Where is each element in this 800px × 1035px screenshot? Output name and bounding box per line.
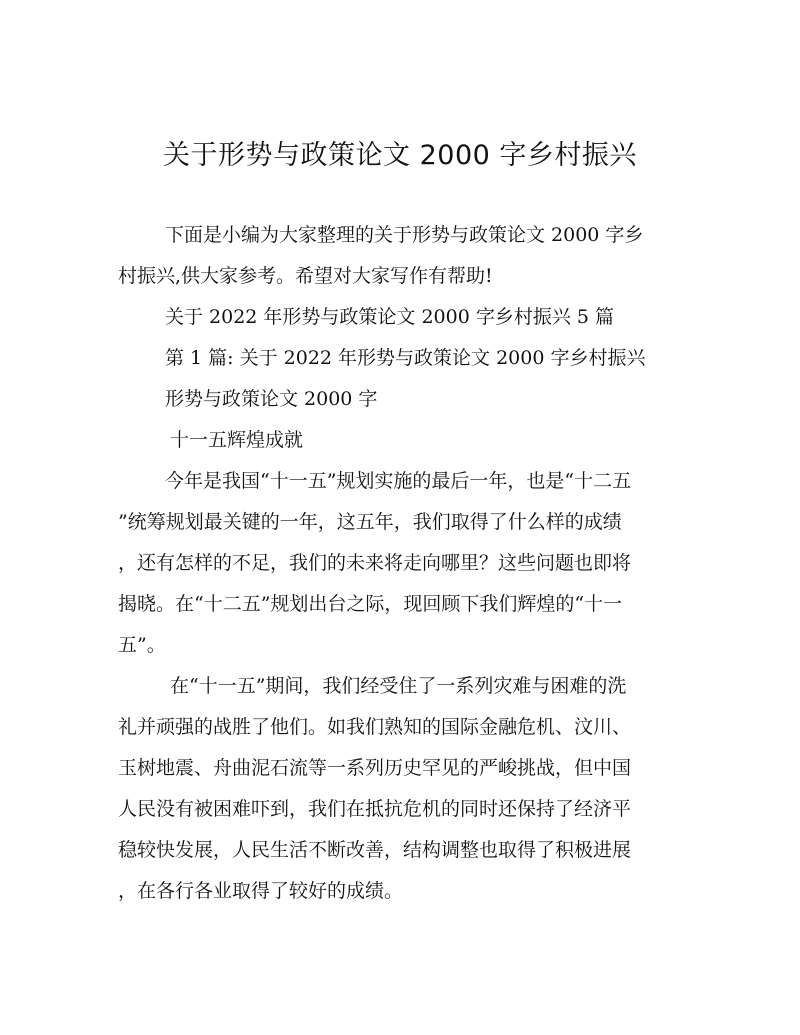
paragraph-line: 在“十一五”期间，我们经受住了一系列灾难与困难的洗 bbox=[170, 675, 627, 697]
paragraph-line: 形势与政策论文 2000 字 bbox=[165, 388, 378, 410]
paragraph-line: 下面是小编为大家整理的关于形势与政策论文 2000 字乡 bbox=[165, 224, 644, 246]
section-heading: 十一五辉煌成就 bbox=[170, 429, 304, 451]
document-body bbox=[118, 215, 688, 912]
paragraph-line: 揭晓。在“十二五”规划出台之际，现回顾下我们辉煌的“十一 bbox=[118, 593, 623, 615]
paragraph-line: 第 1 篇: 关于 2022 年形势与政策论文 2000 字乡村振兴 bbox=[165, 347, 646, 369]
paragraph-line: ，在各行各业取得了较好的成绩。 bbox=[118, 880, 404, 902]
paragraph-line: 玉树地震、舟曲泥石流等一系列历史罕见的严峻挑战，但中国 bbox=[118, 757, 632, 779]
paragraph-line: 礼并顽强的战胜了他们。如我们熟知的国际金融危机、汶川、 bbox=[118, 716, 632, 738]
paragraph-line: 村振兴,供大家参考。希望对大家写作有帮助! bbox=[118, 265, 493, 287]
paragraph-line: ”统筹规划最关键的一年，这五年，我们取得了什么样的成绩 bbox=[118, 511, 622, 533]
paragraph-line: 今年是我国“十一五”规划实施的最后一年，也是“十二五 bbox=[165, 470, 632, 492]
paragraph-line: 关于 2022 年形势与政策论文 2000 字乡村振兴 5 篇 bbox=[165, 306, 615, 328]
document-title: 关于形势与政策论文 2000 字乡村振兴 bbox=[163, 140, 637, 171]
paragraph-line: 稳较快发展，人民生活不断改善，结构调整也取得了积极进展 bbox=[118, 839, 632, 861]
paragraph-line: 五”。 bbox=[118, 634, 166, 656]
paragraph-line: 人民没有被困难吓到，我们在抵抗危机的同时还保持了经济平 bbox=[118, 798, 632, 820]
paragraph-line: ，还有怎样的不足，我们的未来将走向哪里？这些问题也即将 bbox=[118, 552, 632, 574]
